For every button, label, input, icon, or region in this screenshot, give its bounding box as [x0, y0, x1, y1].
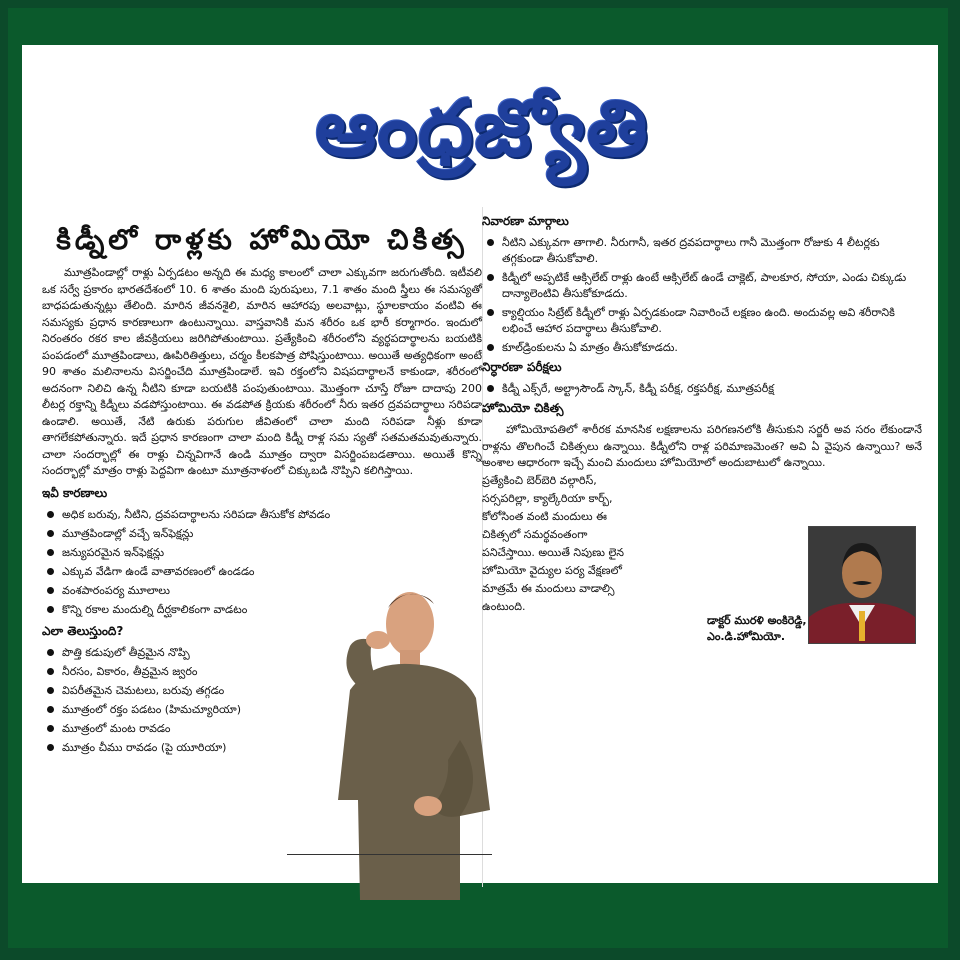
diagnosis-heading: నిర్ధారణా పరీక్షలు: [482, 360, 562, 374]
newspaper-clipping: [22, 45, 938, 883]
symptoms-list: [42, 645, 342, 756]
masthead-title: ఆంధ్రజ్యోతి: [315, 83, 649, 174]
article-intro: మూత్రపిండాల్లో రాళ్లు ఏర్పడటం అన్నది ఈ మధ్య కాలంలో చాలా ఎక్కువగా జరుగుతోంది. ఇటీవలి ఒక సర్వే ప్రకారం భారతదేశంలో 10. 6 శాతం మంది పురుషులు, 7.1 శాతం మంది స్త్రీలు ఈ సమస్యతో బాధపడుతున్నట్లు తేలింది. మారిన జీవనశైలి, మారిన ఆహారపు అలవాట్లు, స్థూలకాయం వంటివి ఈ సమస్యకు ప్రధాన కారణాలుగా ఉంటున్నాయి. వాస్తవానికి మన శరీరం ఒక భారీ కర్మాగారం. ఇందులో నిరంతరం రకర కాల జీవక్రియలు జరిగిపోతుంటాయి. ప్రత్యేకించి శరీరంలోని వ్యర్థపదార్థాలను బయటికి పంపడంలో మూత్రపిండాలు, ఊపిరితిత్తులు, చర్మం కీలకపాత్ర పోషిస్తుంటాయి. అయితే అత్యధికంగా అంటే 90 శాతం మలినాలను విసర్జించేది మూత్రపిండాలే. ఇవి రక్తంలోని విషపదార్థాలనే కాకుండా, శరీరంలో అదనంగా నిలిచి ఉన్న నీటిని కూడా బయటికి పంపుతుంటాయి. మొత్తంగా చూస్తే రోజూ దాదాపు 200 లీటర్ల రక్తాన్ని కిడ్నీలు వడపోస్తుంటాయి. ఈ వడపోత క్రియకు శరీరంలో నీరు ఇతర ద్రవపదార్థాలు సరిపడా ఉండాలి. అయితే, నేటి ఉరుకు పరుగుల జీవితంలో చాలా మంది సరిపడా నీళ్లు కూడా తాగలేకపోతున్నారు. ఇదే ప్రధాన కారణంగా చాలా మంది కిడ్నీ రాళ్ల సమ స్యతో సతమతమవుతున్నారు. చాలా సందర్భాల్లో ఈ రాళ్లు చిన్నవిగానే ఉండి మూత్రం ద్వారా విసర్జింపబడతాయి. అయితే కొన్ని సందర్భాల్లో మాత్రం రాళ్లు పెద్దవిగా ఉంటూ మూత్రనాళంలో చిక్కుబడి నొప్పిని కలిగిస్తాయి.: [42, 266, 482, 477]
causes-list: [42, 507, 342, 618]
list-item: ఎక్కువ వేడిగా ఉండే వాతావరణంలో ఉండడం: [42, 564, 342, 580]
prevention-heading: నివారణా మార్గాలు: [482, 214, 569, 228]
list-item: వంశపారంపర్య మూలాలు: [42, 583, 342, 599]
list-item: మూత్రపిండాల్లో వచ్చే ఇన్‌ఫెక్షన్లు: [42, 526, 342, 542]
list-item: మూత్రం చీము రావడం (పై యూరియా): [42, 740, 342, 756]
doctor-caption: [707, 613, 815, 645]
doctor-photo: [808, 526, 916, 644]
list-item: మూత్రంలో మంట రావడం: [42, 721, 342, 737]
list-item: జన్యుపరమైన ఇన్‌ఫెక్షన్లు: [42, 545, 342, 561]
doctor-name: డాక్టర్ మురళి అంకిరెడ్డి,: [707, 614, 807, 627]
doctor-credentials: ఎం.డి.హోమియో.: [707, 630, 786, 643]
list-item: కిడ్నీలో అప్పటికే ఆక్సిలేట్ రాళ్లు ఉంటే ఆక్సిలేట్ ఉండే చాక్లెట్, పాలకూర, సోయా, ఎండు చిక్కుడు దాన్యాలెంటివి తీసుకోకూడదు.: [482, 270, 922, 302]
list-item: నీటిని ఎక్కువగా తాగాలి. నీరుగానీ, ఇతర ద్రవపదార్థాలు గానీ మొత్తంగా రోజుకు 4 లీటర్లకు తగ్గకుండా తీసుకోవాలి.: [482, 235, 922, 267]
bottom-rule: [287, 854, 492, 855]
homeo-medicines-paragraph: ప్రత్యేకించి బెర్‌బెరి వల్గారిస్, సర్సపరిల్లా, క్యాల్కేరియా కార్బ్, కోలోసింత వంటి మందులు ఈ చికిత్సలో సమర్థవంతంగా పనిచేస్తాయి. అయితే నిపుణు లైన హోమియో వైద్యుల పర్య వేక్షణలో మాత్రమే ఈ మందులు వాడాల్సి ఉంటుంది.: [482, 473, 624, 613]
list-item: క్యాల్షియం సిట్రేట్ కిడ్నీలో రాళ్లు ఏర్పడకుండా నివారించే లక్షణం ఉంది. అందువల్ల అవి శరీరానికి లభించే ఆహార పదార్థాలు తీసుకోవాలి.: [482, 305, 922, 337]
list-item: కొన్ని రకాల మందుల్ని దీర్ఘకాలికంగా వాడటం: [42, 602, 342, 618]
man-back-pain-illustration: [310, 580, 500, 900]
list-item: అధిక బరువు, నీటిని, ద్రవపదార్థాలను సరిపడా తీసుకోక పోవడం: [42, 507, 342, 523]
prevention-list: [482, 235, 922, 356]
list-item: కిడ్నీ ఎక్స్‌రే, అల్ట్రాసౌండ్ స్కాన్, కిడ్నీ పరీక్ష, రక్తపరీక్ష, మూత్రపరీక్ష: [482, 381, 922, 397]
homeo-heading: హోమియో చికిత్స: [482, 401, 564, 415]
article-headline: కిడ్నీలో రాళ్లకు హోమియో చికిత్స: [56, 223, 468, 256]
homeo-paragraph: హోమియోపతిలో శారీరక మానసిక లక్షణాలను పరిగణనలోకి తీసుకుని సర్జరీ అవ సరం లేకుండానే రాళ్లను తొలగించే చికిత్సలు ఉన్నాయి. కిడ్నీలోని రాళ్ల పరిమాణమెంత? అవి ఏ వైపున ఉన్నాయి? అనే అంశాల ఆధారంగా ఇచ్చే మంచి మందులు హోమియోలో అందుబాటులో ఉన్నాయి.: [482, 423, 922, 469]
list-item: మూత్రంలో రక్తం పడటం (హిమచ్యూరియా): [42, 702, 342, 718]
masthead-logo: [257, 83, 707, 193]
symptoms-heading: ఎలా తెలుస్తుంది?: [42, 623, 124, 638]
list-item: కూల్‌డ్రింకులను ఏ మాత్రం తీసుకోకూడదు.: [482, 340, 922, 356]
diagnosis-list: [482, 381, 922, 397]
list-item: పొత్తి కడుపులో తీవ్రమైన నొప్పి: [42, 645, 342, 661]
list-item: విపరీతమైన చెమటలు, బరువు తగ్గడం: [42, 683, 342, 699]
causes-heading: ఇవీ కారణాలు: [42, 485, 108, 500]
list-item: నీరసం, వికారం, తీవ్రమైన జ్వరం: [42, 664, 342, 680]
